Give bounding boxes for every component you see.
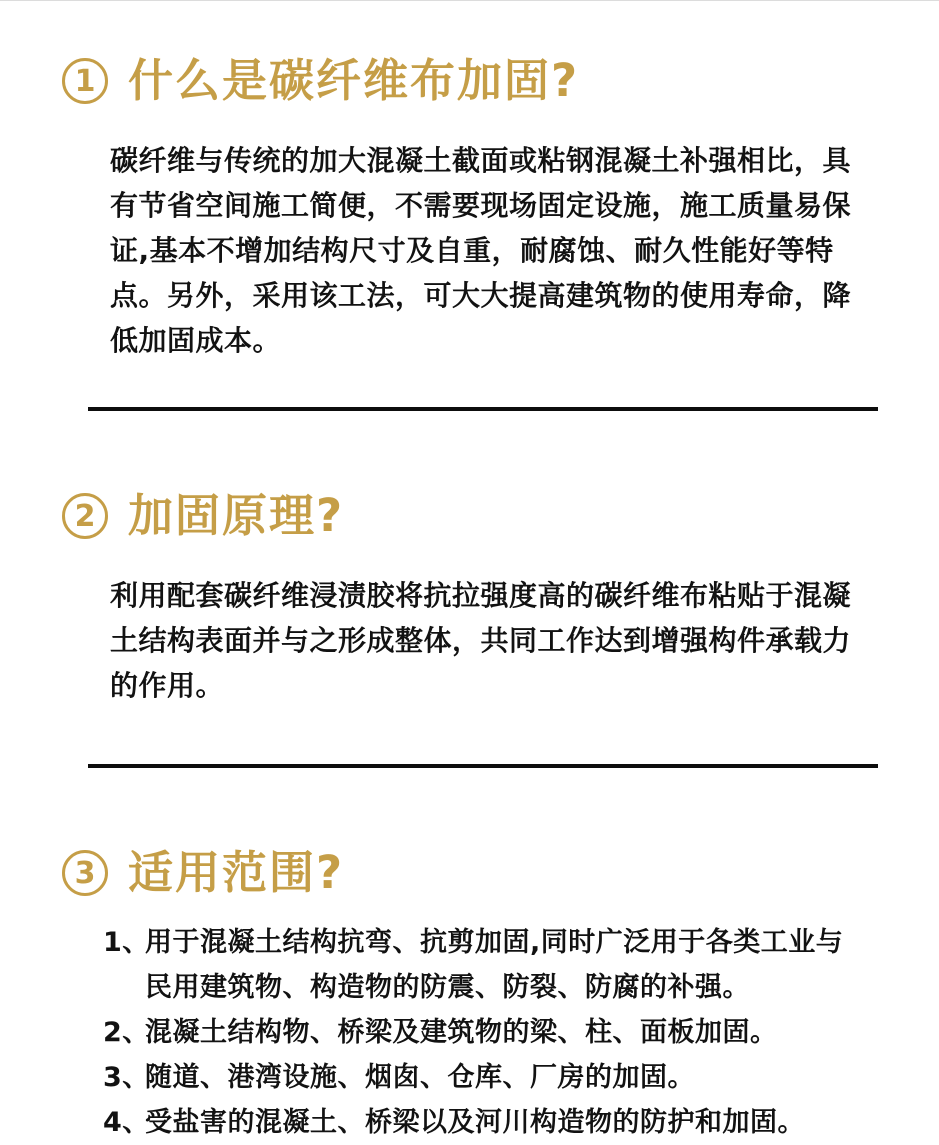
list-item bbox=[103, 1055, 939, 1100]
list-item bbox=[103, 1100, 939, 1145]
section-what-is-cfrp bbox=[0, 0, 939, 363]
list-item-text: 受盐害的混凝土、桥梁以及河川构造物的防护和加固。 bbox=[145, 1107, 805, 1138]
list-item-number: 4、 bbox=[103, 1107, 150, 1138]
list-item bbox=[103, 1010, 939, 1055]
circled-number-2-icon: 2 bbox=[62, 493, 108, 539]
list-item-text: 用于混凝土结构抗弯、抗剪加固,同时广泛用于各类工业与民用建筑物、构造物的防震、防裂、防腐的补强。 bbox=[145, 927, 844, 1003]
section-3-title: 适用范围? bbox=[128, 846, 345, 899]
section-2-heading bbox=[62, 489, 939, 543]
list-item-text: 混凝土结构物、桥梁及建筑物的梁、柱、面板加固。 bbox=[145, 1017, 778, 1048]
application-list bbox=[103, 920, 939, 1145]
section-divider bbox=[88, 407, 878, 411]
list-item bbox=[103, 920, 939, 1010]
list-item-number: 3、 bbox=[103, 1062, 150, 1093]
section-1-title: 什么是碳纤维布加固? bbox=[128, 54, 580, 107]
circled-number-3-icon: 3 bbox=[62, 850, 108, 896]
section-1-heading bbox=[62, 0, 939, 108]
section-2-title: 加固原理? bbox=[128, 489, 345, 542]
section-reinforcement-principle bbox=[0, 489, 939, 708]
section-2-body: 利用配套碳纤维浸渍胶将抗拉强度高的碳纤维布粘贴于混凝土结构表面并与之形成整体，共同工作达到增强构件承载力的作用。 bbox=[110, 579, 852, 702]
list-item-number: 1、 bbox=[103, 927, 150, 958]
list-item-text: 随道、港湾设施、烟囱、仓库、厂房的加固。 bbox=[145, 1062, 695, 1093]
list-item-number: 2、 bbox=[103, 1017, 150, 1048]
section-3-heading bbox=[62, 846, 939, 900]
section-divider bbox=[88, 764, 878, 768]
section-1-body: 碳纤维与传统的加大混凝土截面或粘钢混凝土补强相比，具有节省空间施工简便，不需要现场固定设施，施工质量易保证,基本不增加结构尺寸及自重，耐腐蚀、耐久性能好等特点。另外，采用该工法，可大大提高建筑物的使用寿命，降低加固成本。 bbox=[110, 144, 852, 357]
section-application-scope bbox=[0, 846, 939, 1145]
circled-number-1-icon: 1 bbox=[62, 58, 108, 104]
top-hairline-divider bbox=[0, 0, 939, 1]
